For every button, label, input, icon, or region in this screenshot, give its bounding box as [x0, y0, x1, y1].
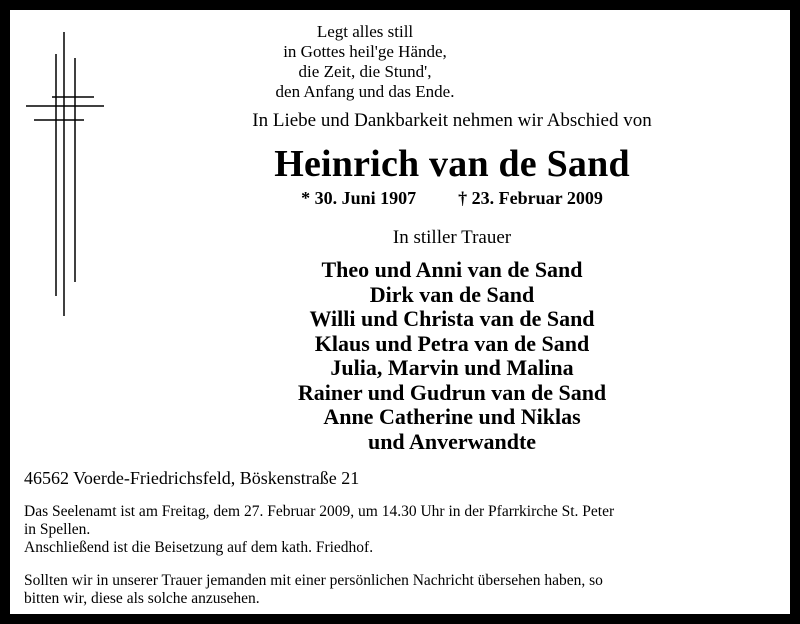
- funeral-line: Das Seelenamt ist am Freitag, dem 27. Februar 2009, um 14.30 Uhr in der Pfarrkirche St. Peter: [24, 503, 615, 520]
- address: 46562 Voerde-Friedrichsfeld, Böskenstraße 21: [24, 468, 360, 488]
- mourner: Theo und Anni van de Sand: [321, 257, 583, 282]
- mourner: Dirk van de Sand: [369, 281, 535, 307]
- mourner: Klaus und Petra van de Sand: [314, 330, 590, 356]
- closing-note: [24, 572, 784, 608]
- poem-line: den Anfang und das Ende.: [275, 82, 455, 101]
- note-line: Sollten wir in unserer Trauer jemanden mit einer persönlichen Nachricht übersehen haben, so: [24, 572, 603, 589]
- deceased-name: Heinrich van de Sand: [274, 143, 630, 185]
- poem-line: Legt alles still: [316, 22, 414, 41]
- funeral-info: [24, 503, 784, 557]
- mourner: Julia, Marvin und Malina: [330, 355, 574, 380]
- intro-text: In Liebe und Dankbarkeit nehmen wir Abschied von: [252, 110, 652, 131]
- mourner: Rainer und Gudrun van de Sand: [297, 379, 607, 405]
- mourner: Willi und Christa van de Sand: [309, 306, 595, 331]
- life-dates: [0, 188, 800, 209]
- mourners-list: [0, 258, 800, 454]
- poem: [165, 22, 565, 102]
- poem-line: in Gottes heil'ge Hände,: [283, 42, 447, 61]
- mourner: und Anverwandte: [367, 428, 537, 454]
- funeral-line: Anschließend ist die Beisetzung auf dem kath. Friedhof.: [24, 539, 374, 556]
- funeral-line: in Spellen.: [24, 521, 91, 538]
- poem-line: die Zeit, die Stund',: [298, 62, 432, 81]
- death-date: † 23. Februar 2009: [458, 188, 603, 208]
- birth-date: * 30. Juni 1907: [301, 188, 417, 208]
- mourning-phrase: In stiller Trauer: [392, 227, 512, 248]
- note-line: bitten wir, diese als solche anzusehen.: [24, 590, 260, 607]
- mourner: Anne Catherine und Niklas: [323, 404, 581, 429]
